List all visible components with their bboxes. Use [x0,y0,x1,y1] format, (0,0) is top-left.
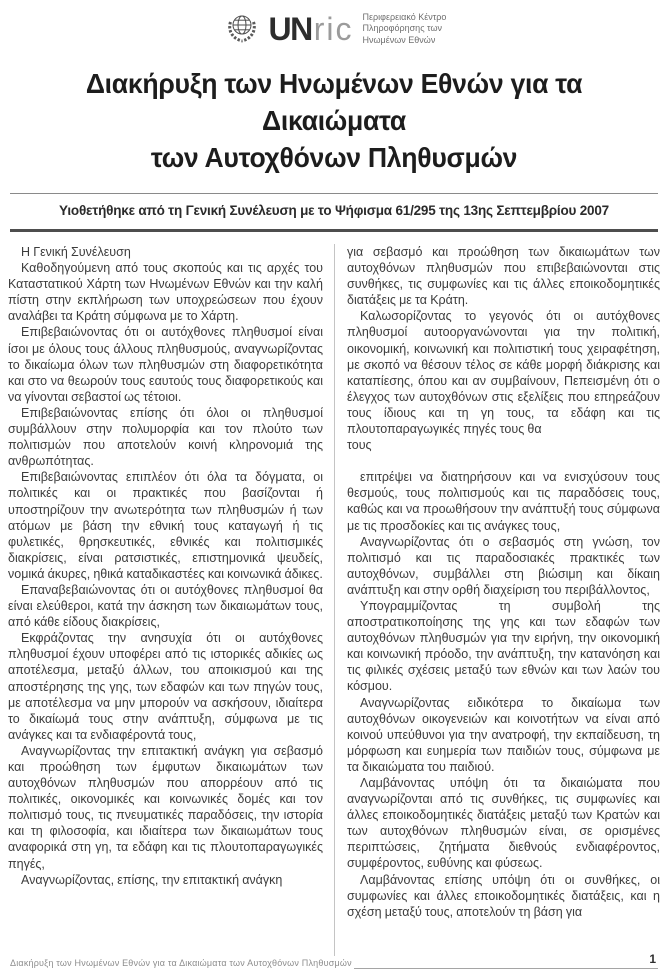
wordmark-ric: ric [313,11,354,47]
page-footer [10,953,658,969]
footer-rule [354,953,658,969]
tagline-line-1: Περιφερειακό Κέντρο [362,11,447,22]
tagline-line-3: Ηνωμένων Εθνών [362,34,436,45]
paragraph: Η Γενική Συνέλευση [21,245,131,259]
paragraph: Εκφράζοντας την ανησυχία ότι οι αυτόχθονες πληθυσμοί έχουν υποφέρει από τις ιστορικές αδικίες ως αποτέλεσμα, μεταξύ άλλων, του αποικισμού και της αποστέρησης της γης, των εδαφών και των πηγών τους, με αποτέλεσμα να μην μπορούν να ασκήσουν, ιδιαίτερα το δικαίωμά τους στην ανάπτυξη, σύμφωνα με τις ανάγκες και τα ενδιαφέροντά τους, [8,631,323,742]
paragraph: για σεβασμό και προώθηση των δικαιωμάτων των αυτοχθόνων πληθυσμών που επιβεβαιώνονται στις συνθήκες, τις συμφωνίες και τις άλλες εποικοδομητικές διατάξεις με τα Κράτη. [347,245,660,308]
footer-title: Διακήρυξη των Ηνωμένων Εθνών για τα Δικαιώματα των Αυτοχθόνων Πληθυσμών [10,958,352,968]
wordmark-un: UN [268,11,312,47]
paragraph: Καθοδηγούμενη από τους σκοπούς και τις αρχές του Καταστατικού Χάρτη των Ηνωμένων Εθνών και την καλή πίστη στην εκπλήρωση των υποχρεώσεων που έχουν αναλάβει τα Κράτη σύμφωνα με το Χάρτη. [8,261,323,324]
unric-wordmark [269,12,354,46]
page-number: 1 [649,952,656,966]
logo-tagline [363,12,447,47]
subtitle-band [10,193,658,232]
paragraph: Αναγνωρίζοντας την επιτακτική ανάγκη για σεβασμό και προώθηση των έμφυτων δικαιωμάτων των αυτοχθόνων πληθυσμών που απορρέουν από τις πολιτικές, οικονομικές και κοινωνικές δομές και τον πολιτισμό τους, τις πνευματικές παραδόσεις, την ιστορία και τη φιλοσοφία, και ιδιαίτερα των δικαιωμάτων τους αναφορικά στη γη, τα εδάφη και τις πλουτοπαραγωγικές πηγές, [8,743,323,871]
paragraph: Επαναβεβαιώνοντας ότι οι αυτόχθονες πληθυσμοί θα είναι ελεύθεροι, κατά την άσκηση των δικαιωμάτων τους, από κάθε είδους διακρίσεις, [8,582,323,630]
right-column [334,244,660,956]
document-body [8,244,660,956]
paragraph: Αναγνωρίζοντας ειδικότερα το δικαίωμα των αυτοχθόνων οικογενειών και κοινοτήτων να είναι από κοινού υπεύθυνοι για την ανατροφή, την εκπαίδευση, τη μόρφωση και ευημερία των παιδιών τους, σύμφωνα με τα δικαιώματα του παιδιού. [347,695,660,774]
paragraph: επιτρέψει να διατηρήσουν και να ενισχύσουν τους θεσμούς, τους πολιτισμούς και τις παραδόσεις τους, καθώς και να προωθήσουν την ανάπτυξή τους σύμφωνα με τις προσδοκίες και τις ανάγκες τους, [347,470,660,533]
page-header [0,0,668,49]
un-emblem-icon [222,9,262,49]
unric-logo [222,9,447,49]
page-title [0,65,668,176]
paragraph: Λαμβάνοντας υπόψη ότι τα δικαιώματα που αναγνωρίζονται από τις συνθήκες, τις συμφωνίες και άλλες εποικοδομητικές διατάξεις μεταξύ των Κρατών και των αυτοχθόνων πληθυσμών είναι, σε ορισμένες περιπτώσεις, ζητήματα διεθνούς ενδιαφέροντος, συμφέροντος, ευθύνης και φύσεως. [347,776,660,871]
paragraph: Λαμβάνοντας επίσης υπόψη ότι οι συνθήκες, οι συμφωνίες και άλλες εποικοδομητικές διατάξεις, και η σχέση μεταξύ τους, αποτελούν τη βάση για [347,872,660,919]
title-line-1: Διακήρυξη των Ηνωμένων Εθνών για τα Δικαιώματα [85,68,583,136]
tagline-line-2: Πληροφόρησης των [362,23,442,34]
title-line-2: των Αυτοχθόνων Πληθυσμών [150,142,518,173]
adoption-subtitle: Υιοθετήθηκε από τη Γενική Συνέλευση με το Ψήφισμα 61/295 της 13ης Σεπτεμβρίου 2007 [59,203,609,218]
paragraph: Αναγνωρίζοντας ότι ο σεβασμός στη γνώση, τον πολιτισμό και τις παραδοσιακές πρακτικές των αυτοχθόνων, συμβάλλει στη βιώσιμη και δίκαιη ανάπτυξη και στην ορθή διαχείριση του περιβάλλοντος, [347,534,660,597]
paragraph: Επιβεβαιώνοντας επίσης ότι όλοι οι πληθυσμοί συμβάλλουν στην πολυμορφία και τον πλούτο των πολιτισμών που αποτελούν κοινή κληρονομιά της ανθρωπότητας. [8,405,323,469]
paragraph: Καλωσορίζοντας το γεγονός ότι οι αυτόχθονες πληθυσμοί αυτοοργανώνονται για την πολιτική, οικονομική, κοινωνική και πολιτιστική τους χειραφέτηση, με σκοπό να θέσουν τέλος σε κάθε μορφή διάκρισης και καταπίεσης, όπου και αν συμβαίνουν, Πεπεισμένη ότι ο έλεγχος των αυτοχθόνων στις εξελίξεις που επηρεάζουν τους ίδιους και τη γη τους, τα εδάφη και τις πλουτοπαραγωγικές πηγές τους θα [347,309,660,437]
paragraph: Επιβεβαιώνοντας επιπλέον ότι όλα τα δόγματα, οι πολιτικές και οι πρακτικές που βασίζονται ή υποστηρίζουν την ανωτερότητα των πληθυσμών ή των ατόμων με βάση την εθνική τους καταγωγή ή τις φυλετικές, θρησκευτικές, εθνικές και πολιτισμικές διακρίσεις, είναι ρατσιστικές, επιστημονικά ψευδείς, νομικά άκυρες, ηθικά καταδικαστέες και κοινωνικά άδικες. [8,470,323,581]
paragraph: Αναγνωρίζοντας, επίσης, την επιτακτική ανάγκη [21,872,283,887]
paragraph: τους [347,438,372,453]
paragraph: Υπογραμμίζοντας τη συμβολή της αποστρατικοποίησης της γης και των εδαφών των αυτοχθόνων πληθυσμών για την ειρήνη, την οικονομική και κοινωνική πρόοδο, την ανάπτυξη, την κατανόηση και τις φιλικές σχέσεις μεταξύ των εθνών και των λαών του κόσμου. [347,598,660,694]
left-column [8,244,334,956]
paragraph: Επιβεβαιώνοντας ότι οι αυτόχθονες πληθυσμοί είναι ίσοι με όλους τους άλλους πληθυσμούς, αναγνωρίζοντας το δικαίωμα όλων των πληθυσμών στη διαφορετικότητα και στο να θεωρούν τους εαυτούς τους διαφορετικούς και να γίνονται σεβαστοί ως τέτοιοι. [8,325,323,404]
